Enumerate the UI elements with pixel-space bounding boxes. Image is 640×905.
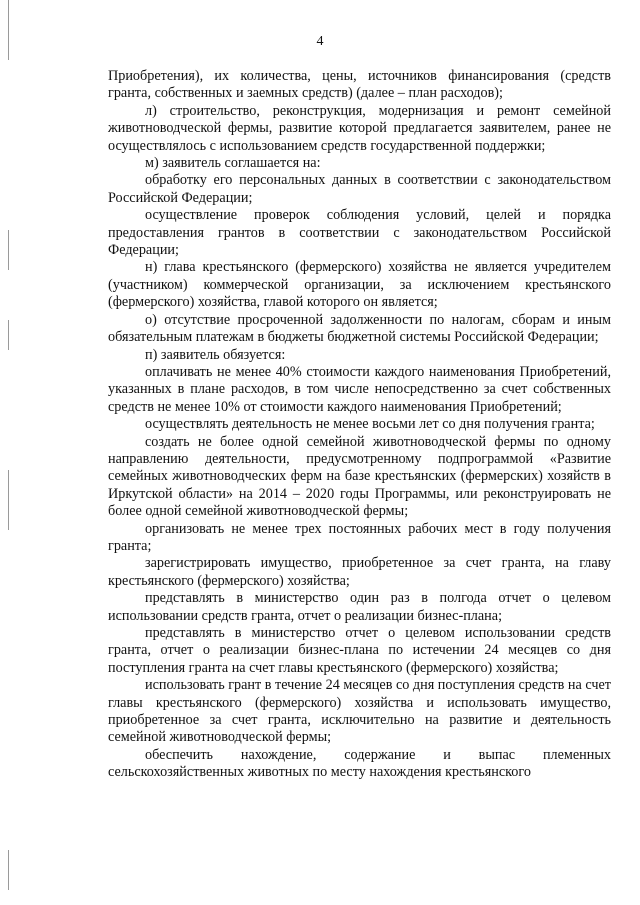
paragraph: л) строительство, реконструкция, модернизация и ремонт семейной животноводческой фермы, развитие которой предлагается заявителем, ранее не осуществлялось с использованием средств государственной поддержки; (108, 102, 611, 154)
paragraph: п) заявитель обязуется: (145, 346, 286, 363)
paragraph: оплачивать не менее 40% стоимости каждого наименования Приобретений, указанных в плане расходов, в том числе непосредственно за счет собственных средств не менее 10% от стоимости каждого наименования Приобретений; (108, 363, 611, 415)
paragraph: н) глава крестьянского (фермерского) хозяйства не является учредителем (участником) коммерческой организации, за исключением крестьянского (фермерского) хозяйства, главой которого он является; (108, 259, 611, 311)
paragraph: обработку его персональных данных в соответствии с законодательством Российской Федерации; (108, 172, 611, 206)
paragraph: м) заявитель соглашается на: (145, 155, 321, 172)
paragraph: Приобретения), их количества, цены, источников финансирования (средств гранта, собственных и заемных средств) (далее – план расходов); (108, 68, 611, 102)
paragraph: организовать не менее трех постоянных рабочих мест в году получения гранта; (108, 520, 611, 554)
scan-edge-mark (8, 850, 9, 890)
scan-edge-mark (8, 230, 9, 270)
paragraph: осуществлять деятельность не менее восьми лет со дня получения гранта; (145, 416, 595, 433)
paragraph: представлять в министерство один раз в полгода отчет о целевом использовании средств гранта, отчет о реализации бизнес-плана; (108, 590, 611, 624)
paragraph: осуществление проверок соблюдения условий, целей и порядка предоставления грантов в соответствии с законодательством Российской Федерации; (108, 207, 611, 259)
paragraph: обеспечить нахождение, содержание и выпас племенных сельскохозяйственных животных по месту нахождения крестьянского (108, 746, 611, 781)
document-body (108, 68, 611, 782)
scan-edge-mark (8, 320, 9, 350)
paragraph: представлять в министерство отчет о целевом использовании средств гранта, отчет о реализации бизнес-плана по истечении 24 месяцев со дня поступления гранта на счет главы крестьянского (фермерского) хозяйства; (108, 625, 611, 676)
scan-edge-mark (8, 0, 9, 60)
scan-edge-mark (8, 470, 9, 530)
paragraph: использовать грант в течение 24 месяцев со дня поступления средств на счет главы крестьянского (фермерского) хозяйства и использовать имущество, приобретенное за счет гранта, исключительно на развитие и деятельность семейной животноводческой фермы; (108, 677, 611, 746)
paragraph: создать не более одной семейной животноводческой фермы по одному направлению деятельности, предусмотренному подпрограммой «Развитие семейных животноводческих ферм на базе крестьянских (фермерских) хозяйств в Иркутской области» на 2014 – 2020 годы Программы, или реконструировать не более одной семейной животноводческой фермы; (108, 433, 611, 520)
paragraph: о) отсутствие просроченной задолженности по налогам, сборам и иным обязательным платежам в бюджеты бюджетной системы Российской Федерации; (108, 311, 611, 346)
page-number: 4 (316, 34, 324, 49)
paragraph: зарегистрировать имущество, приобретенное за счет гранта, на главу крестьянского (фермерского) хозяйства; (108, 555, 611, 589)
